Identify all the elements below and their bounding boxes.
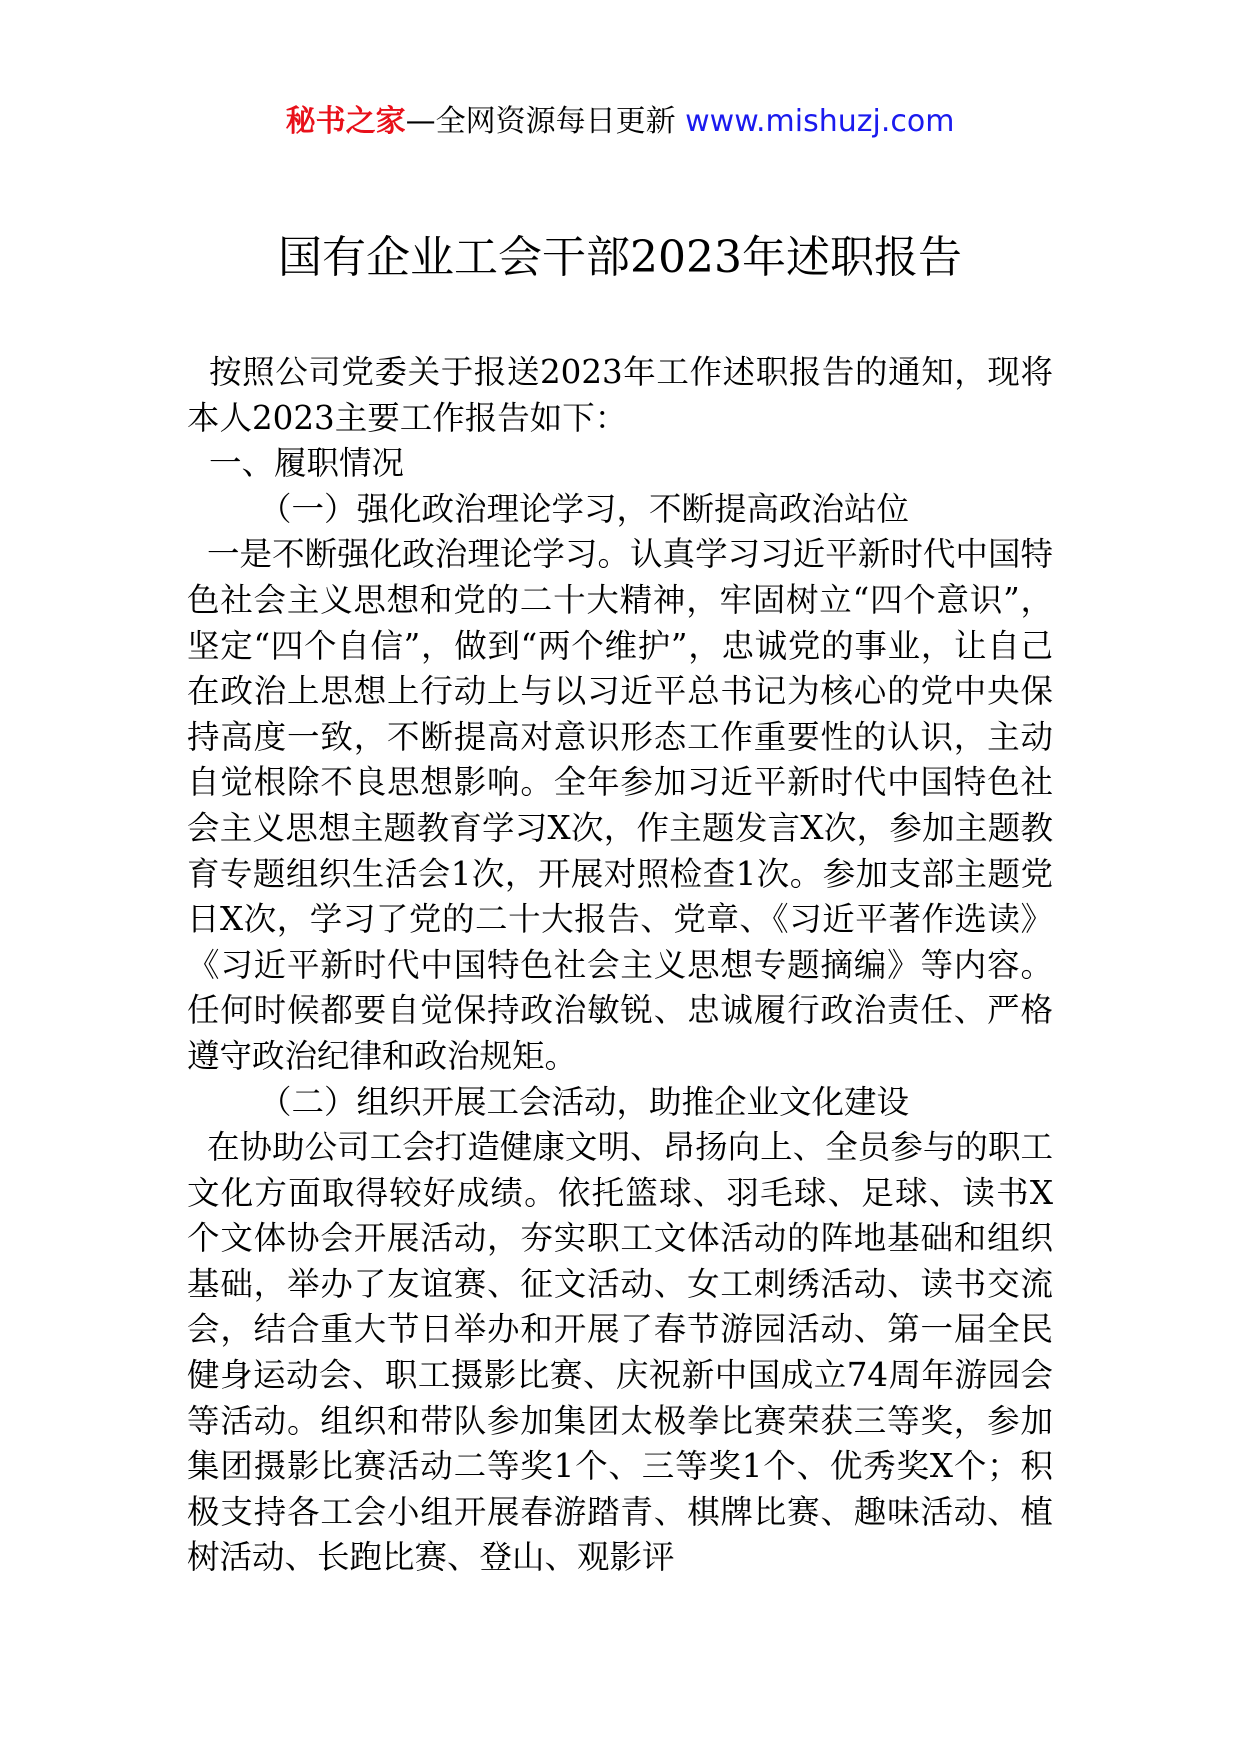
intro-paragraph: 按照公司党委关于报送2023年工作述职报告的通知，现将本人2023主要工作报告如下：	[187, 353, 1053, 437]
site-header	[0, 100, 1240, 144]
subsection-heading-2: （二）组织开展工会活动，助推企业文化建设	[259, 1082, 910, 1121]
document-body	[187, 350, 1053, 1581]
header-tagline: —全网资源每日更新	[405, 104, 676, 139]
site-url-link[interactable]: www.mishuzj.com	[685, 104, 955, 139]
subsection-body-1: 一是不断强化政治理论学习。认真学习习近平新时代中国特色社会主义思想和党的二十大精神，牢固树立“四个意识”，坚定“四个自信”，做到“两个维护”，忠诚党的事业，让自己在政治上思想上行动上与以习近平总书记为核心的党中央保持高度一致，不断提高对意识形态工作重要性的认识，主动自觉根除不良思想影响。全年参加习近平新时代中国特色社会主义思想主题教育学习X次，作主题发言X次，参加主题教育专题组织生活会1次，开展对照检查1次。参加支部主题党日X次，学习了党的二十大报告、党章、《习近平著作选读》《习近平新时代中国特色社会主义思想专题摘编》等内容。任何时候都要自觉保持政治敏锐、忠诚履行政治责任、严格遵守政治纪律和政治规矩。	[187, 535, 1053, 1075]
section-heading: 一、履职情况	[209, 444, 405, 483]
subsection-heading-1: （一）强化政治理论学习，不断提高政治站位	[259, 489, 910, 528]
brand-name: 秘书之家	[285, 104, 406, 139]
document-title: 国有企业工会干部2023年述职报告	[278, 232, 962, 283]
subsection-body-2: 在协助公司工会打造健康文明、昂扬向上、全员参与的职工文化方面取得较好成绩。依托篮球、羽毛球、足球、读书X个文体协会开展活动，夯实职工文体活动的阵地基础和组织基础，举办了友谊赛、征文活动、女工刺绣活动、读书交流会，结合重大节日举办和开展了春节游园活动、第一届全民健身运动会、职工摄影比赛、庆祝新中国成立74周年游园会等活动。组织和带队参加集团太极拳比赛荣获三等奖，参加集团摄影比赛活动二等奖1个、三等奖1个、优秀奖X个；积极支持各工会小组开展春游踏青、棋牌比赛、趣味活动、植树活动、长跑比赛、登山、观影评	[187, 1128, 1053, 1577]
